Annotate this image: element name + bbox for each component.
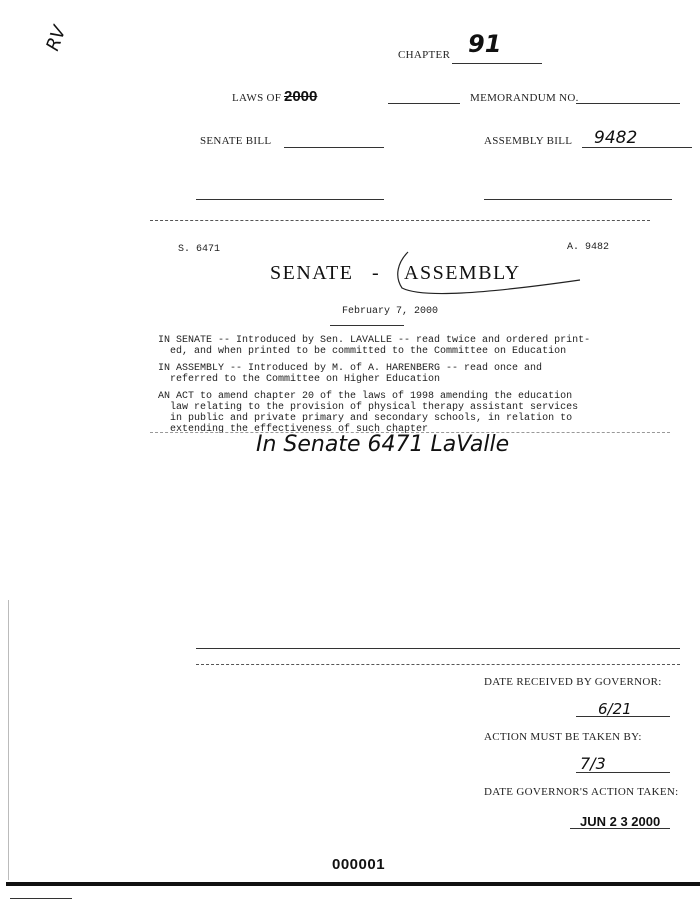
laws-year: 2000 <box>284 88 318 105</box>
assembly-bill-number-typed: A. 9482 <box>567 242 610 253</box>
act-line: in public and private primary and secondary schools, in relation to <box>158 413 573 424</box>
scan-left-edge <box>8 600 9 880</box>
assembly-bill-number: 9482 <box>594 128 638 148</box>
assembly-intro-line: referred to the Committee on Higher Education <box>158 374 441 385</box>
assembly-bill-label: ASSEMBLY BILL <box>484 135 573 147</box>
laws-label: LAWS OF <box>232 92 282 104</box>
handwritten-note: In Senate 6471 LaValle <box>256 432 510 457</box>
act-line: law relating to the provision of physical therapy assistant services <box>158 402 579 413</box>
action-must-label: ACTION MUST BE TAKEN BY: <box>484 731 642 743</box>
senate-bill-number: S. 6471 <box>178 244 221 255</box>
senate-intro-line: ed, and when printed to be committed to the Committee on Education <box>158 346 567 357</box>
assembly-intro-line: IN ASSEMBLY -- Introduced by M. of A. HARENBERG -- read once and <box>158 363 543 374</box>
bill-title-dash: - <box>372 262 381 284</box>
senate-intro-line: IN SENATE -- Introduced by Sen. LAVALLE -- read twice and ordered print- <box>158 335 591 346</box>
act-line: AN ACT to amend chapter 20 of the laws of 1998 amending the education <box>158 391 573 402</box>
senate-bill-label: SENATE BILL <box>200 135 272 147</box>
scan-bottom-edge <box>6 882 700 886</box>
action-must-value: 7/3 <box>580 754 606 773</box>
chapter-label: CHAPTER <box>398 49 451 61</box>
action-taken-label: DATE GOVERNOR'S ACTION TAKEN: <box>484 786 679 798</box>
page-number: 000001 <box>332 856 386 873</box>
chapter-number: 91 <box>468 30 502 58</box>
action-taken-stamp: JUN 2 3 2000 <box>580 814 661 829</box>
bill-title-senate: SENATE <box>270 262 354 284</box>
bill-title-assembly: ASSEMBLY <box>404 262 521 284</box>
bill-date: February 7, 2000 <box>342 306 439 317</box>
memorandum-label: MEMORANDUM NO. <box>470 92 579 104</box>
act-line: extending the effectiveness of such chapter <box>158 424 429 435</box>
date-received-label: DATE RECEIVED BY GOVERNOR: <box>484 676 662 688</box>
date-received-value: 6/21 <box>598 700 632 718</box>
handwritten-bracket <box>392 250 592 300</box>
margin-initials: RV <box>42 23 71 54</box>
